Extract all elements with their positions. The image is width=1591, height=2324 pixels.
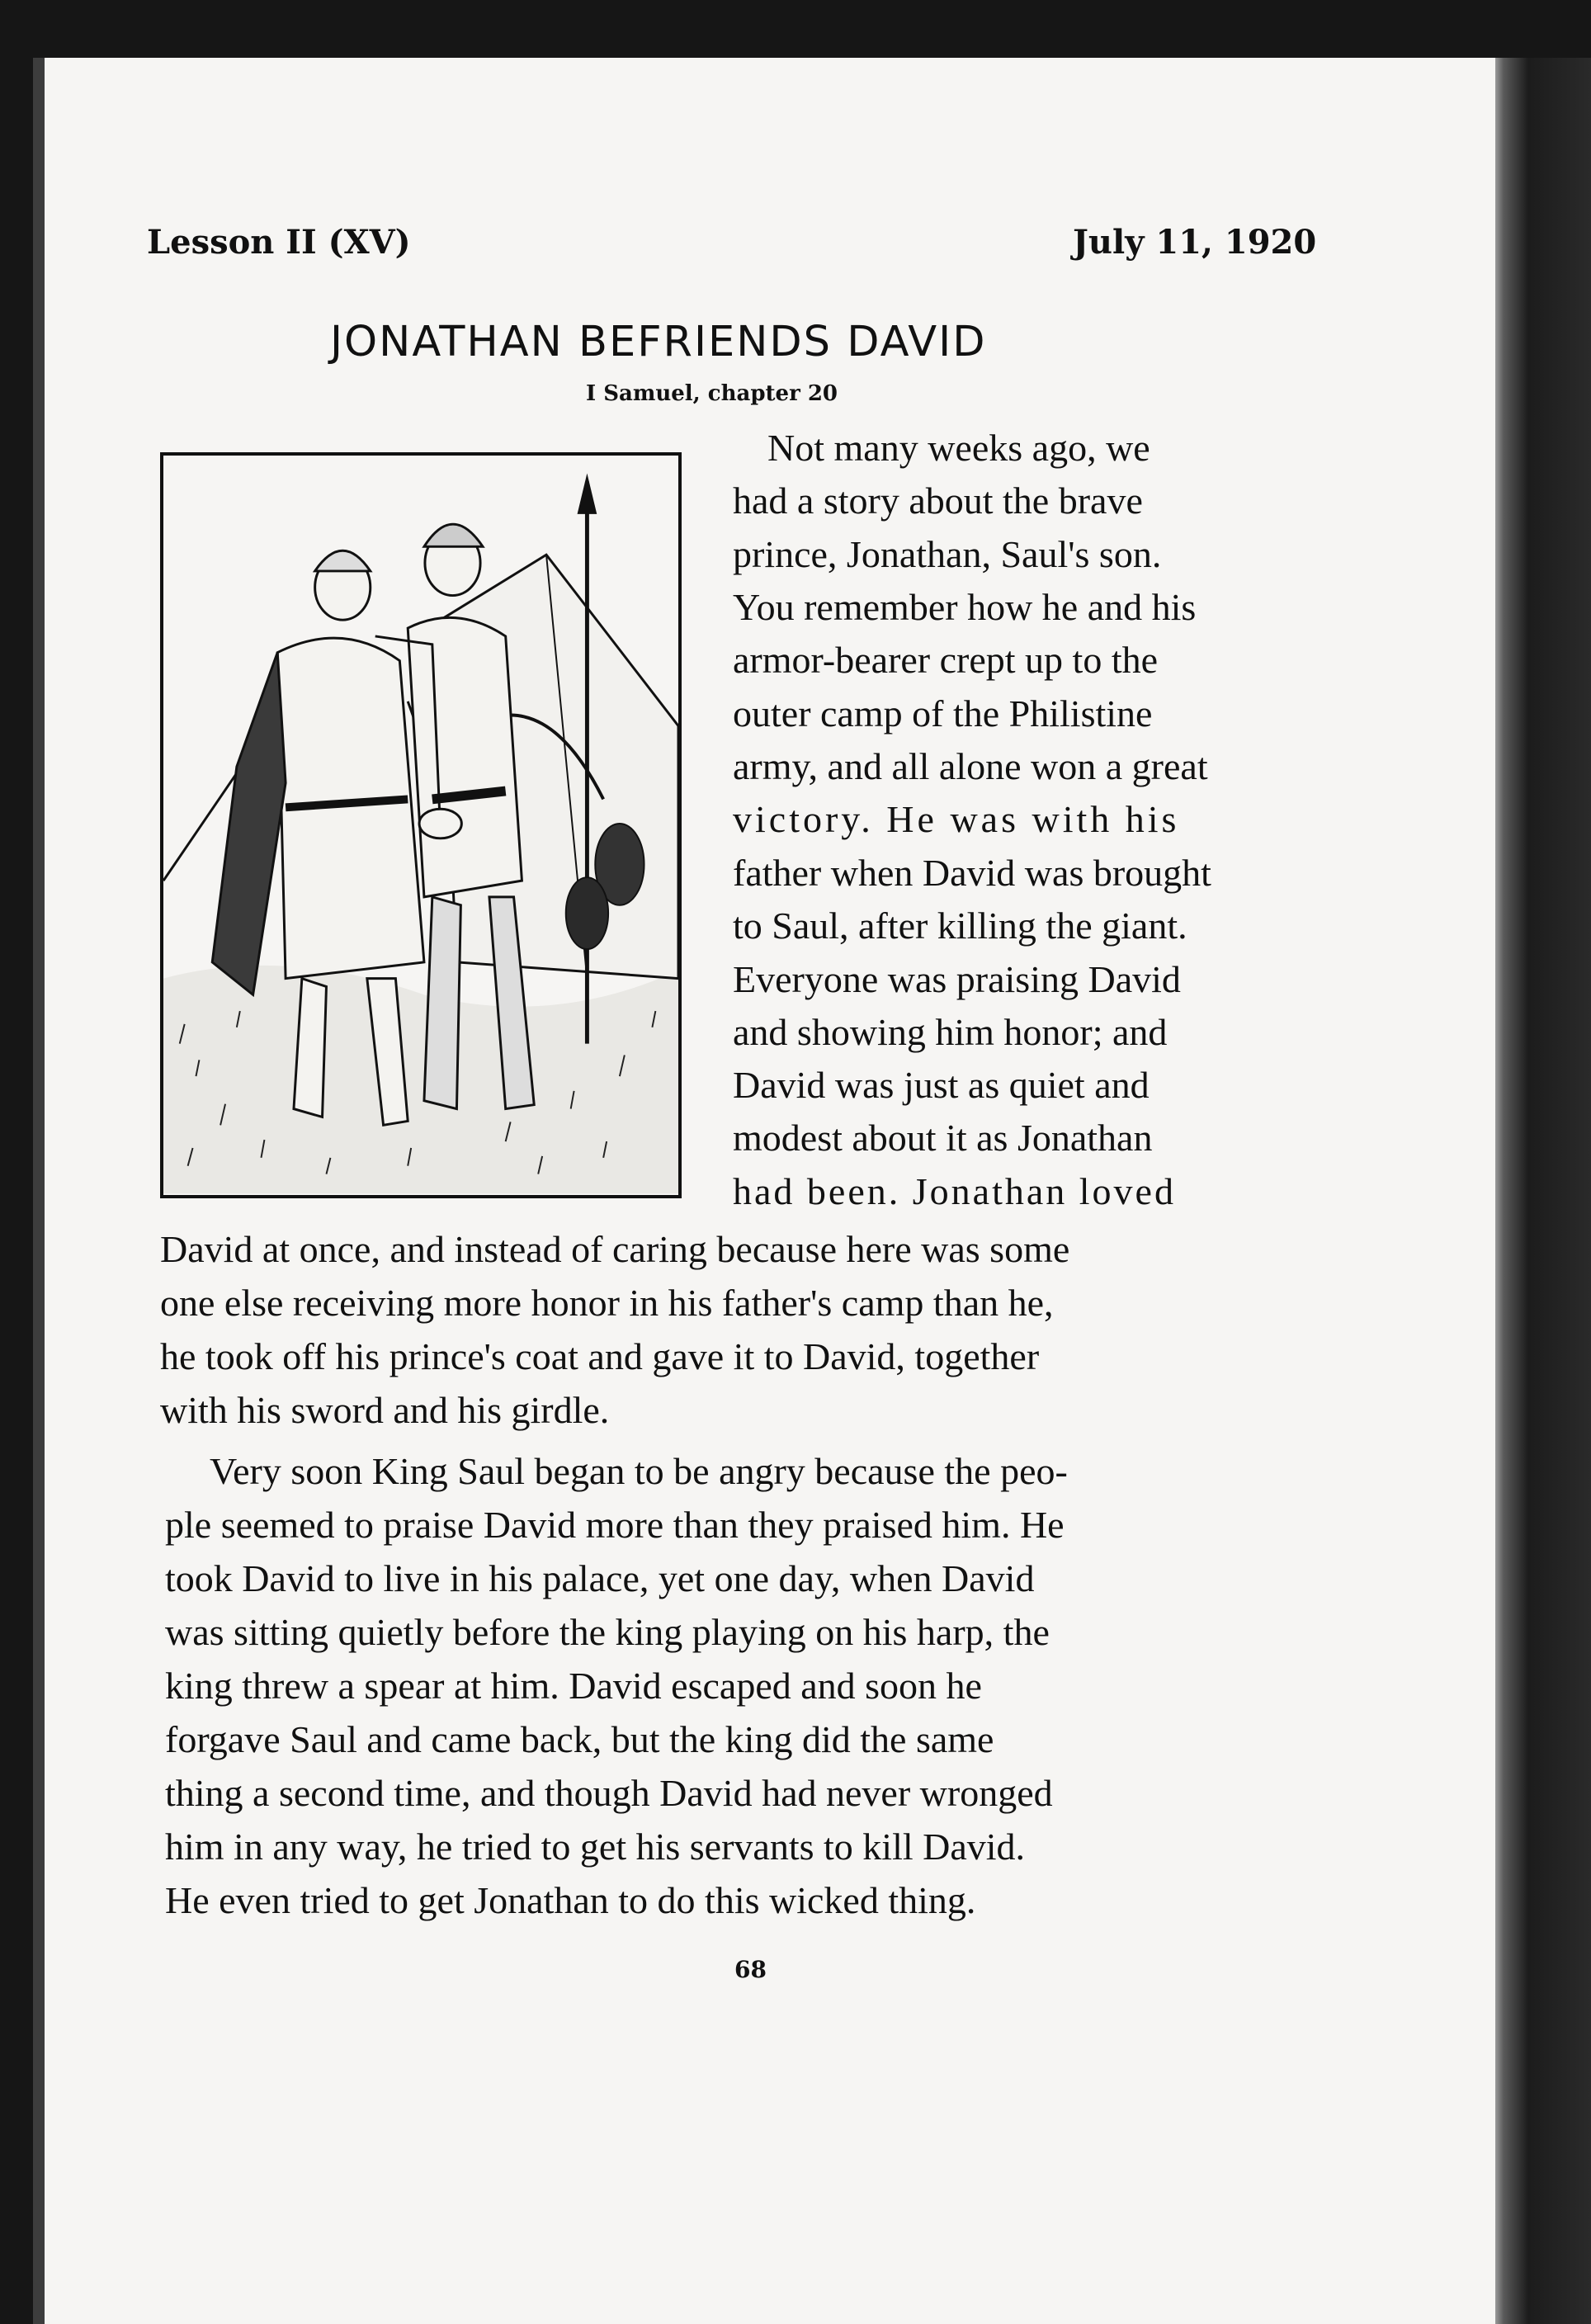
text-line: thing a second time, and though David had never wronged — [165, 1772, 1053, 1814]
page-title: JONATHAN BEFRIENDS DAVID — [330, 318, 987, 366]
text-line: forgave Saul and came back, but the king did the same — [165, 1718, 994, 1760]
scripture-reference: I Samuel, chapter 20 — [586, 381, 838, 406]
text-line: to Saul, after killing the giant. — [733, 905, 1187, 947]
page-number: 68 — [734, 1956, 767, 1983]
text-line: army, and all alone won a great — [733, 745, 1208, 787]
text-line: prince, Jonathan, Saul's son. — [733, 533, 1162, 575]
text-line: ple seemed to praise David more than they praised him. He — [165, 1504, 1065, 1546]
text-line: took David to live in his palace, yet one day, when David — [165, 1557, 1035, 1599]
text-line: had a story about the brave — [733, 479, 1143, 522]
text-line: victory. He was with his — [733, 798, 1180, 840]
text-line: father when David was brought — [733, 852, 1211, 894]
text-line: modest about it as Jonathan — [733, 1117, 1153, 1159]
text-line: with his sword and his girdle. — [160, 1389, 610, 1431]
text-line: was sitting quietly before the king playing on his harp, the — [165, 1611, 1050, 1653]
text-line: David at once, and instead of caring because here was some — [160, 1228, 1070, 1270]
illustration — [160, 452, 682, 1198]
text-line: Not many weeks ago, we — [767, 427, 1150, 469]
text-line: one else receiving more honor in his father's camp than he, — [160, 1282, 1054, 1324]
lesson-label: Lesson II (XV) — [147, 223, 411, 262]
text-line: he took off his prince's coat and gave it to David, together — [160, 1335, 1040, 1377]
book-gutter — [1495, 58, 1591, 2324]
text-line: and showing him honor; and — [733, 1011, 1168, 1053]
text-line: Very soon King Saul began to be angry because the peo- — [210, 1450, 1068, 1492]
text-line: outer camp of the Philistine — [733, 692, 1153, 735]
text-line: armor-bearer crept up to the — [733, 639, 1159, 681]
text-line: David was just as quiet and — [733, 1064, 1150, 1106]
text-line: king threw a spear at him. David escaped and soon he — [165, 1665, 982, 1707]
text-line: Everyone was praising David — [733, 958, 1181, 1000]
lesson-date: July 11, 1920 — [1073, 223, 1317, 262]
text-line: You remember how he and his — [733, 586, 1197, 628]
text-line: him in any way, he tried to get his servants to kill David. — [165, 1826, 1026, 1868]
text-line: had been. Jonathan loved — [733, 1170, 1176, 1212]
text-line: He even tried to get Jonathan to do this wicked thing. — [165, 1879, 976, 1921]
jonathan-david-illustration — [163, 456, 678, 1195]
